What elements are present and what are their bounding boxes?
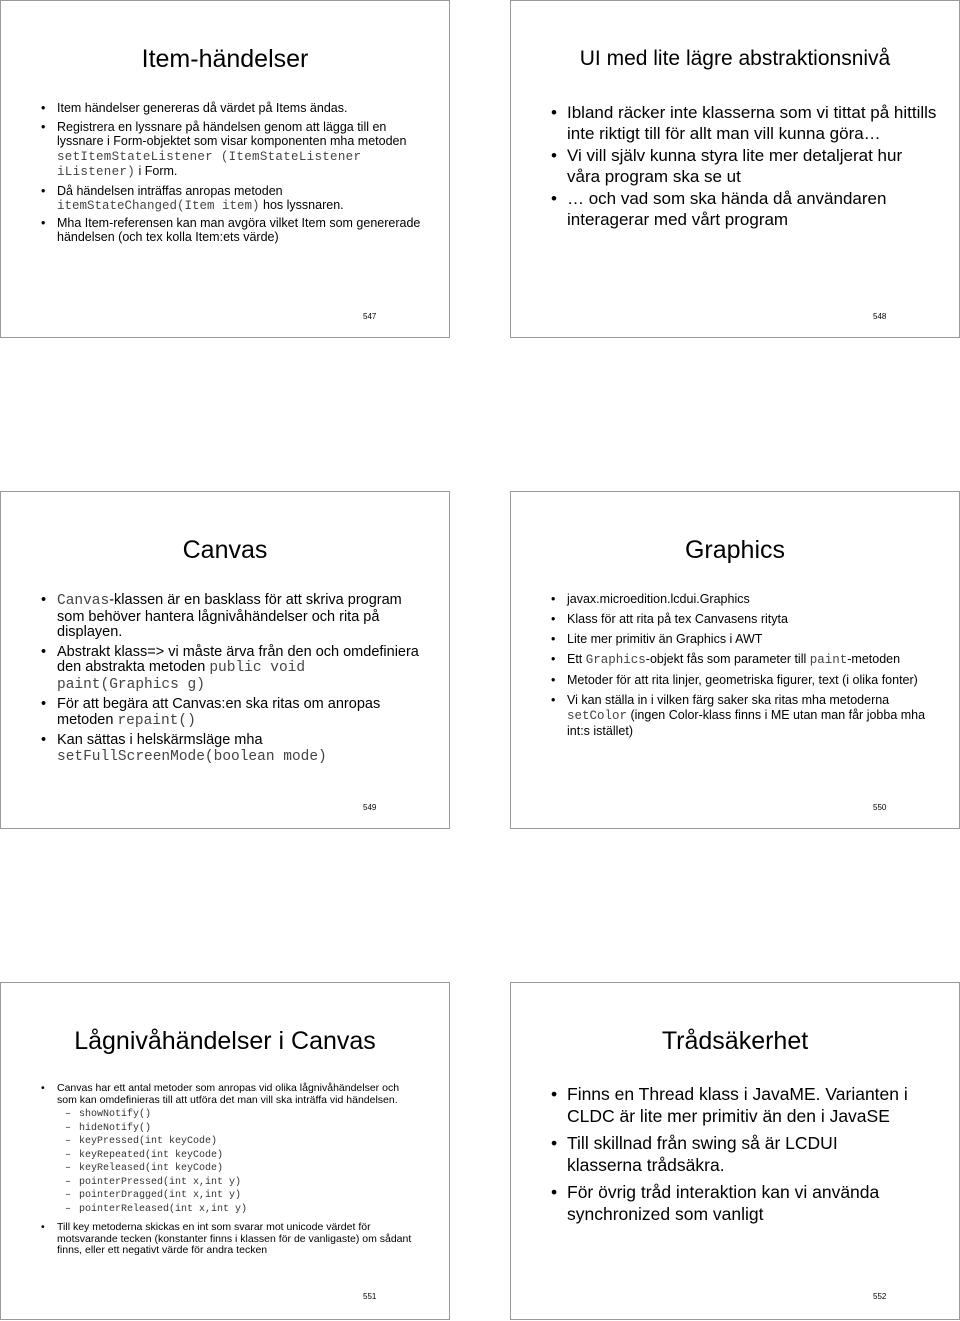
- page-number: 549: [363, 803, 377, 812]
- slide-title: Graphics: [684, 536, 786, 564]
- list-item: • Kan sättas i helskärmsläge mha setFullScreenMode(boolean mode): [57, 733, 422, 765]
- slide-549: [0, 491, 450, 829]
- list-item: – hideNotify(): [79, 1122, 417, 1136]
- list-item: – pointerReleased(int x,int y): [79, 1203, 417, 1217]
- list-item: • Ibland räcker inte klasserna som vi tittat på hittills inte riktigt till för allt man vill kunna göra…: [567, 103, 937, 144]
- code-text: itemStateChanged(Item item): [57, 199, 260, 213]
- slide-550: [510, 491, 960, 829]
- slide-552: [510, 982, 960, 1320]
- list-item: • Då händelsen inträffas anropas metoden itemStateChanged(Item item) hos lyssnaren.: [57, 184, 427, 214]
- list-item: – showNotify(): [79, 1108, 417, 1122]
- list-item: • … och vad som ska hända då användaren interagerar med vårt program: [567, 189, 937, 230]
- page-number: 550: [873, 803, 887, 812]
- code-text: setItemStateListener (ItemStateListener iListener): [57, 149, 362, 179]
- list-item: • Abstrakt klass=> vi måste ärva från den och omdefiniera den abstrakta metoden public void paint(Graphics g): [57, 645, 422, 694]
- page-number: 551: [363, 1292, 377, 1301]
- bullet-list: [567, 1083, 917, 1225]
- bullet-list: [57, 101, 427, 245]
- slide-548: [510, 0, 960, 338]
- list-item: • Registrera en lyssnare på händelsen genom att lägga till en lyssnare i Form-objektet som visar komponenten mha metoden setItemStateListener (ItemStateListener iListener) i Form.: [57, 120, 427, 180]
- bullet-list: [567, 592, 927, 739]
- list-item: • Vi kan ställa in i vilken färg saker ska ritas mha metoderna setColor (ingen Color-klass finns i ME utan man får jobba mha int:s istället): [567, 693, 927, 739]
- slide-title: Item-händelser: [141, 45, 309, 73]
- list-item: • Mha Item-referensen kan man avgöra vilket Item som genererade händelsen (och tex kolla Item:ets värde): [57, 216, 427, 245]
- list-item: • Till key metoderna skickas en int som svarar mot unicode värdet för motsvarande tecken (konstanter finns i klassen för de vanligaste) om sådant finns, eller ett negativt värde för andra tecken: [57, 1222, 417, 1257]
- list-item: • Lite mer primitiv än Graphics i AWT: [567, 632, 927, 647]
- bullet-list: [567, 103, 937, 230]
- list-item: • För att begära att Canvas:en ska ritas om anropas metoden repaint(): [57, 697, 422, 729]
- list-item: • Finns en Thread klass i JavaME. Varianten i CLDC är lite mer primitiv än den i JavaSE: [567, 1083, 917, 1127]
- slide-title: Trådsäkerhet: [661, 1027, 809, 1055]
- slide-551: [0, 982, 450, 1320]
- bullet-list: [57, 593, 422, 765]
- page-number: 548: [873, 312, 887, 321]
- code-text: Graphics: [585, 653, 646, 667]
- list-item: – keyRepeated(int keyCode): [79, 1149, 417, 1163]
- list-item: • Klass för att rita på tex Canvasens rityta: [567, 612, 927, 627]
- code-text: setFullScreenMode(boolean mode): [57, 748, 327, 765]
- list-item: – keyPressed(int keyCode): [79, 1135, 417, 1149]
- list-item: • Till skillnad från swing så är LCDUI klasserna trådsäkra.: [567, 1132, 917, 1176]
- list-item: • Ett Graphics-objekt fås som parameter till paint-metoden: [567, 652, 927, 668]
- slide-547: [0, 0, 450, 338]
- list-item: • Vi vill själv kunna styra lite mer detaljerat hur våra program ska se ut: [567, 146, 937, 187]
- slide-title: UI med lite lägre abstraktionsnivå: [579, 47, 891, 70]
- bullet-list: [57, 1083, 417, 1257]
- code-text: setColor: [567, 709, 628, 723]
- method-list: [57, 1108, 417, 1216]
- list-item: • För övrig tråd interaktion kan vi använda synchronized som vanligt: [567, 1181, 917, 1225]
- slide-title: Canvas: [182, 536, 268, 564]
- list-item: • Item händelser genereras då värdet på Items ändas.: [57, 101, 427, 116]
- slide-title: Lågnivåhändelser i Canvas: [74, 1027, 376, 1055]
- list-item: • Canvas har ett antal metoder som anropas vid olika lågnivåhändelser och som kan omdefinieras till att utföra det man vill ska inträffa vid händelsen. – showNotify() – hideNotify() – keyPressed(int keyCode) – keyRepeated(int keyCode) – keyReleased(int keyCode) – pointerPressed(int x,int y) – pointerDragged(int x,int y) – pointerReleased(int x,int y): [57, 1083, 417, 1216]
- list-item: • Metoder för att rita linjer, geometriska figurer, text (i olika fonter): [567, 673, 927, 688]
- code-text: paint: [809, 653, 848, 667]
- list-item: – keyReleased(int keyCode): [79, 1162, 417, 1176]
- code-text: repaint(): [117, 712, 196, 729]
- list-item: – pointerPressed(int x,int y): [79, 1176, 417, 1190]
- page-number: 547: [363, 312, 377, 321]
- list-item: • Canvas-klassen är en basklass för att skriva program som behöver hantera lågnivåhändelser och rita på displayen.: [57, 593, 422, 641]
- page-number: 552: [873, 1292, 887, 1301]
- code-text: public void paint(Graphics g): [57, 660, 306, 693]
- list-item: • javax.microedition.lcdui.Graphics: [567, 592, 927, 607]
- list-item: – pointerDragged(int x,int y): [79, 1189, 417, 1203]
- code-text: Canvas: [57, 593, 110, 609]
